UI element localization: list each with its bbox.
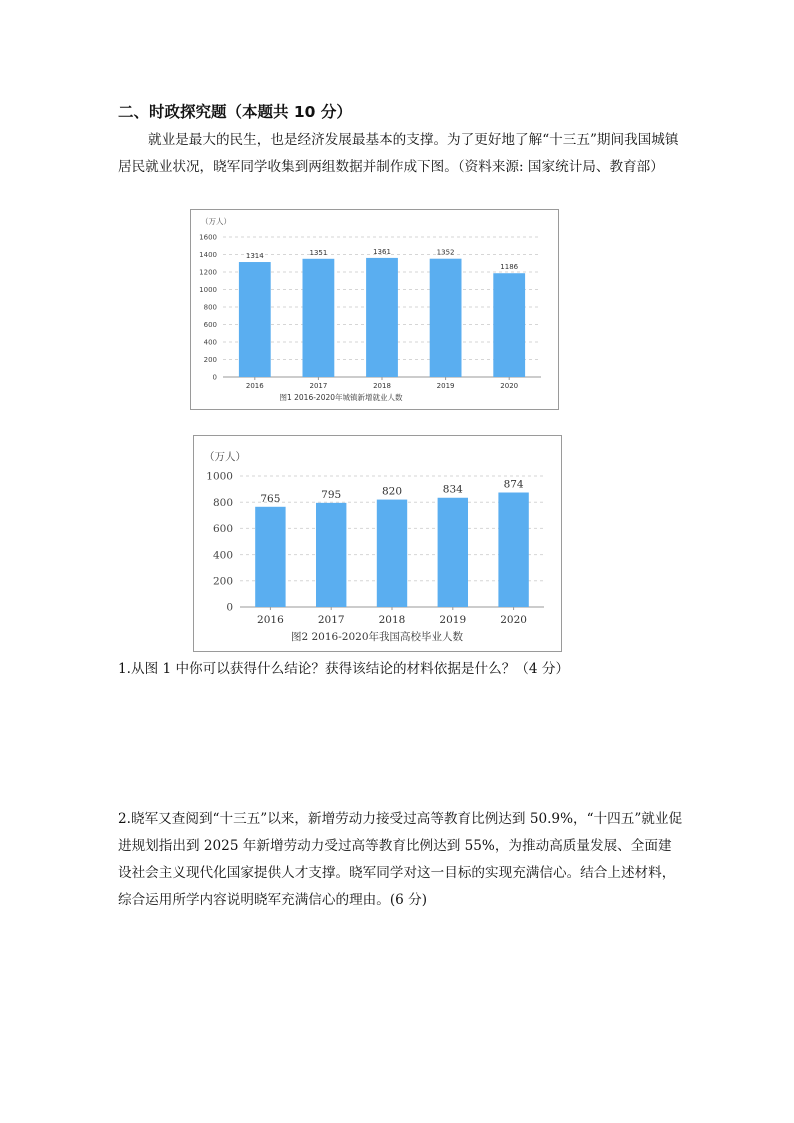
chart2-xtick-label-2016: 2016 <box>257 614 284 626</box>
chart1-ytick-label: 1200 <box>199 268 217 277</box>
chart2-xtick-label-2017: 2017 <box>317 614 345 626</box>
chart1-bar-2017 <box>303 259 335 377</box>
chart2-ytick-label: 800 <box>212 496 233 509</box>
chart2-bar-2020 <box>498 493 528 607</box>
chart2-ytick-label: 200 <box>212 575 233 588</box>
chart2-bar-2019 <box>438 498 468 607</box>
chart1-ytick-label: 0 <box>212 373 217 382</box>
chart2-value-label-2018: 820 <box>381 485 403 498</box>
chart2-ytick-label: 0 <box>226 601 233 614</box>
chart2-xtick-label-2018: 2018 <box>378 614 406 626</box>
chart2-ytick-label: 1000 <box>206 470 233 483</box>
chart1-title: 图1 2016-2020年城镇新增就业人数 <box>279 393 403 402</box>
chart1-ytick-label: 1600 <box>199 233 217 242</box>
chart2-ytick-label: 600 <box>212 523 233 536</box>
chart2-unit-label: （万人） <box>204 451 246 463</box>
chart-employment-svg <box>191 210 558 409</box>
chart1-bar-2018 <box>366 258 398 377</box>
chart2-value-label-2016: 765 <box>260 492 281 505</box>
chart-graduates <box>193 435 562 652</box>
chart1-xtick-label-2016: 2016 <box>245 382 264 390</box>
chart1-bar-2019 <box>430 259 462 377</box>
chart2-xtick-label-2020: 2020 <box>500 614 527 626</box>
chart1-ytick-label: 1000 <box>199 285 217 294</box>
chart1-value-label-2017: 1351 <box>309 248 328 257</box>
section-title: 二、时政探究题（本题共 10 分） <box>118 103 352 121</box>
chart1-value-label-2018: 1361 <box>373 247 391 256</box>
chart2-value-label-2017: 795 <box>321 488 342 501</box>
chart1-ytick-label: 400 <box>203 338 217 347</box>
chart1-bar-2020 <box>493 273 525 377</box>
chart2-value-label-2020: 874 <box>503 478 524 491</box>
chart1-xtick-label-2018: 2018 <box>373 382 391 390</box>
chart1-bar-2016 <box>239 262 271 377</box>
chart1-xtick-label-2019: 2019 <box>436 382 455 390</box>
chart-graduates-svg <box>194 436 561 651</box>
chart2-bar-2018 <box>377 500 407 607</box>
intro-paragraph: 就业是最大的民生，也是经济发展最基本的支撑。为了更好地了解“十三五”期间我国城镇居民就业状况，晓军同学收集到两组数据并制作成下图。（资料来源: 国家统计局、教育部） <box>118 132 679 175</box>
chart1-xtick-label-2017: 2017 <box>309 382 328 390</box>
question-1: 1.从图 1 中你可以获得什么结论？获得该结论的材料依据是什么？（4 分） <box>118 661 570 677</box>
chart1-value-label-2019: 1352 <box>436 248 455 257</box>
chart2-bar-2016 <box>255 507 285 607</box>
chart2-value-label-2019: 834 <box>442 483 463 496</box>
chart1-value-label-2020: 1186 <box>500 263 519 272</box>
chart2-bar-2017 <box>316 503 346 607</box>
chart1-ytick-label: 800 <box>203 303 217 312</box>
chart1-ytick-label: 200 <box>203 355 217 364</box>
chart-employment <box>190 209 559 410</box>
chart1-ytick-label: 1400 <box>199 250 217 259</box>
question-2: 2.晓军又查阅到“十三五”以来，新增劳动力接受过高等教育比例达到 50.9%，“十四五”就业促进规划指出到 2025 年新增劳动力受过高等教育比例达到 55%，为推动高质量发展、全面建设社会主义现代化国家提供人才支撑。晓军同学对这一目标的实现充满信心。结合上述材料，综合运用所学内容说明晓军充满信心的理由。(6 分) <box>118 811 683 908</box>
chart2-ytick-label: 400 <box>212 549 233 562</box>
chart1-xtick-label-2020: 2020 <box>500 382 519 390</box>
chart2-title: 图2 2016-2020年我国高校毕业人数 <box>290 631 464 643</box>
chart1-unit-label: （万人） <box>201 217 231 226</box>
chart1-ytick-label: 600 <box>203 320 217 329</box>
chart1-value-label-2016: 1314 <box>245 252 264 261</box>
chart2-xtick-label-2019: 2019 <box>439 614 467 626</box>
